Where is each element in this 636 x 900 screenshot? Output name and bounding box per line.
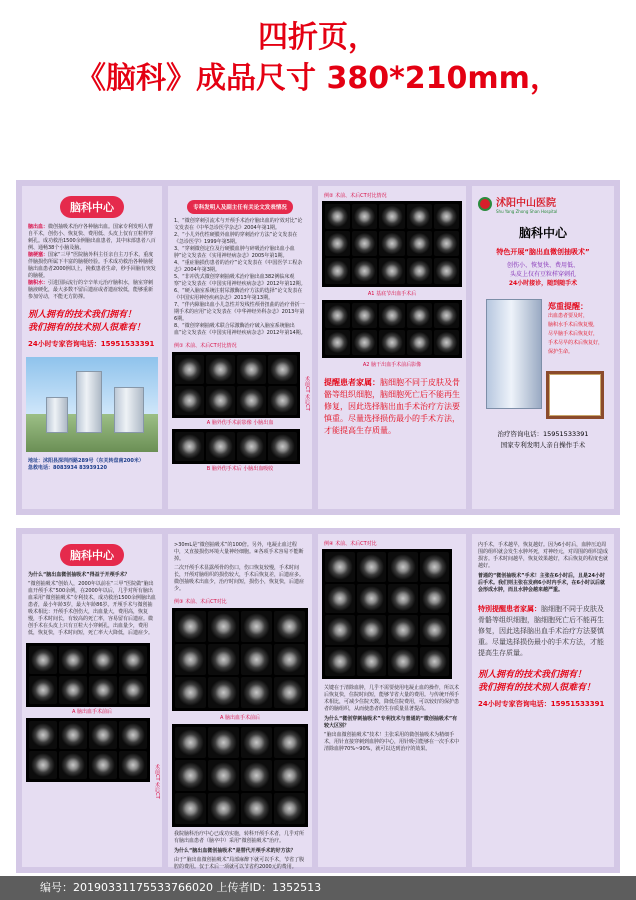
ct-scan-image <box>89 676 117 704</box>
ct-scan-image <box>407 303 432 328</box>
ct-scan-image <box>119 751 147 779</box>
back-panel-2 <box>168 534 312 870</box>
body-text-2: “脑出血微创抽吸术”技术！主张采用的微创抽吸术为精细手术，用针直接穿刺到血肿的中心，用针吸引能够在一次手术中清除血肿70%~90%，就可以达到治疗的效果。 <box>324 732 460 752</box>
emergency-phone: 急救电话：8083934 83939120 <box>28 465 107 471</box>
ct-scan-image <box>434 258 459 283</box>
ct-scan-image <box>388 552 418 582</box>
ct-scan-image <box>241 677 272 708</box>
ct-scan-image <box>268 355 297 384</box>
ct-scan-image <box>325 552 355 582</box>
ct-grid-i <box>322 549 452 679</box>
ct-scan-image <box>357 552 387 582</box>
ct-scan-image <box>325 204 350 229</box>
ct-scan-image <box>420 615 450 645</box>
panel-title: 脑科中心 <box>60 196 124 218</box>
intro-text: 脑出血：微创抽吸术治疗各种脑出血。国家专利发明人曹自平术，创伤小、恢复快、费用低、头皮上仅有豆粒样穿刺孔。成功救治1500余例脑出血患者，其中床部患者八百例、通畅38个小脑及脑。 脑梗塞：国家“三甲”医院脑外科主任亲自主刀手术，重度伴脑损伤所属下丰富的脑梗经验。手术成功救治各种脑梗脑出血患者2000例以上，挽救患者生命，秒手回脑有突发的脑梗。 脑积水：引进国际流行的辛辛单元治疗脑积水，脑室穿刺脑液硬化，最大多数不留后遗症或者遗症较低，能够重新参加劳动，不能无方防撑。 <box>28 224 156 300</box>
hospital-logo-icon <box>478 197 492 211</box>
ct-scan-image <box>325 647 355 677</box>
ct-scan-image <box>89 751 117 779</box>
ct-scan-image <box>325 231 350 256</box>
ct-scan-image <box>119 676 147 704</box>
ct-scan-image <box>175 386 204 415</box>
papers-title: 专科发明人及副主任有关论文发表情况 <box>187 200 293 214</box>
paper-item: 7、“伴内障脑出血小儿急性并发线性颅骨扭曲的治疗骨折一期手术的应用”论文发表在《中华神经外科杂志》2013年第6期。 <box>174 302 305 322</box>
ct-scan-image <box>379 231 404 256</box>
ct-grid-h <box>172 724 308 827</box>
ct-scan-image <box>206 432 235 461</box>
front-panel-2 <box>168 186 312 509</box>
tips-box: 郑重提醒： 出血患者要及时， 脑积水手术后恢复慢， 尽早脑手术后恢复好， 手术尽早的术后恢复好， 保护生命。 <box>548 301 610 357</box>
ct-scan-image <box>407 330 432 355</box>
paper-item: 4、“重症脑损伤患者的治疗”论文发表在《中国医学工程杂志》2004年第3期。 <box>174 260 303 273</box>
ct-scan-image <box>29 646 57 674</box>
hero-section <box>472 261 614 431</box>
ct-scan-image <box>208 793 239 824</box>
body-question: 二次开颅手术显露颅骨的伤口，伤口恢复较慢，手术时间长，开颅对脑组织的损伤较大，手术后恢复差，后遗症多。微创抽吸术出血少，治疗时间短，损伤小，恢复快，后遗症少。 <box>174 565 305 592</box>
ct-scan-image <box>29 676 57 704</box>
ct-scan-image <box>325 330 350 355</box>
ct-scan-image <box>420 552 450 582</box>
body-text: 关键在于清除血肿，几乎不需要使用电凝止血的操作，所以术后恢复快，住院时间短，能够节省大量的费用。与传统开颅手术相比，可减少住院天数，降低住院费用，可以较好的保护患者的脑组织，从而使患者的生存质量显著提高。 <box>324 685 460 712</box>
patent-certificate <box>546 371 604 419</box>
ct-scan-image <box>325 258 350 283</box>
question: 为什么“微创穿刺抽吸术”专利技术与普通的“微创抽吸术”有较大区别？ <box>324 716 458 729</box>
back-panel-1 <box>22 534 162 867</box>
ct-scan-image <box>352 303 377 328</box>
back-panel-4 <box>472 534 614 867</box>
consult-phone: 治疗咨询电话：15951533391 <box>497 430 589 438</box>
ct-scan-image <box>357 584 387 614</box>
ct-scan-image <box>59 721 87 749</box>
paper-item: 3、“穿刺微创定位及行硬膜血肿与碎吸治疗脑出血小血肿”论文发表在《实用神经病杂志》2005年第1期。 <box>174 246 295 259</box>
tip-item: 手术尽早的术后恢复好， <box>548 340 604 346</box>
ct-scan-image <box>352 231 377 256</box>
hospital-building-photo <box>26 357 158 452</box>
ct-caption-a2: A2 脑干出血手术前后影像 <box>362 362 422 369</box>
ct-scan-image <box>119 646 147 674</box>
ct-scan-image <box>59 751 87 779</box>
body-end: 由于“脑出血微创抽吸术”局部麻醉下就可以手术，节省了腹腔的费用。仅于术后一项就可以节省约2000元的费用。 <box>174 857 305 870</box>
ct-scan-image <box>407 204 432 229</box>
panel-title: 脑科中心 <box>60 544 124 566</box>
ct-scan-image <box>241 611 272 642</box>
patent-note: 国家专利发明人亲自操作手术 <box>500 441 586 449</box>
ct-scan-image <box>379 330 404 355</box>
ct-scan-image <box>274 611 305 642</box>
feature-bullets: 创伤小、恢复快、费用低、 头皮上仅有豆粒样穿刺孔 24小时接诊，随到随手术 <box>506 262 579 287</box>
ct-scan-image <box>357 647 387 677</box>
question: 为什么“脑出血微创抽吸术”得益于开颅手术？ <box>28 572 130 578</box>
ct-scan-image <box>274 727 305 758</box>
ct-scan-image <box>274 644 305 675</box>
brochure-back-sheet <box>16 528 620 873</box>
ct-caption-a: A 脑外伤手术前影像 小脑出血 <box>206 420 274 426</box>
front-panel-4 <box>472 186 614 509</box>
ct-scan-image <box>241 727 272 758</box>
tip-item: 出血患者要及时， <box>548 313 589 319</box>
body-text: 内手术，手术越早，恢复越好。因为6小时后，血肿压迫周围的组织就会发生水肿坏死，对神经元，对周围的组织造成损害。手术时间越早，恢复效果越好，术后恢复的程度也就越好。 <box>478 542 609 569</box>
paper-item: 2、“小儿外伤性硬膜外血肿的穿刺治疗方法”论文发表在《急诊医学》1999年第5期。 <box>174 232 298 245</box>
ct-scan-image <box>352 330 377 355</box>
ct-scan-image <box>434 303 459 328</box>
ct-caption-a1: A1 基底节出血手术后 <box>367 290 417 297</box>
ct-scan-image <box>237 355 266 384</box>
ct-scan-image <box>237 386 266 415</box>
ct-scan-image <box>388 584 418 614</box>
ct-scan-image <box>420 584 450 614</box>
tip-item: 尽早脑手术后恢复好， <box>548 331 599 337</box>
paper-item: 6、“硬入脑室系统注射尿激酶治疗方法的选择”论文发表在《中国实用神经疾病杂志》2013年第13期。 <box>174 288 303 301</box>
ct-grid-b <box>172 429 300 464</box>
ct-scan-image <box>379 258 404 283</box>
ct-scan-image <box>325 303 350 328</box>
ct-scan-image <box>420 647 450 677</box>
ct-scan-image <box>274 760 305 791</box>
ct-scan-image <box>241 760 272 791</box>
family-warning: 特别提醒患者家属：脑细胞不同于皮肤及骨骼等组织细胞，脑细胞死亡后不能再生修复，因此选择脑出血手术治疗方法要慎重。尽量选择损伤最小的手术方法，才能提高生存质量。 <box>478 605 604 657</box>
ct-scan-image <box>208 727 239 758</box>
ct-scan-image <box>352 204 377 229</box>
ct-scan-image <box>89 646 117 674</box>
brochure-front-sheet <box>16 180 620 515</box>
ct-scan-image <box>274 677 305 708</box>
ct-scan-image <box>119 721 147 749</box>
ct-scan-image <box>29 751 57 779</box>
body-top: >30mL是“微创抽吸术”的100倍。另外，电凝止血过程中，又直接损伤环境大量神经细胞。④各项手术容易不能断掉。 <box>174 542 304 562</box>
ct-title: 例④ 术前、术后CT对比 <box>324 541 377 547</box>
hospital-tower-image <box>486 299 542 409</box>
feature-line: 特色开展“脑出血微创抽吸术” <box>496 248 590 256</box>
paper-item: 1、“微创穿刺引流术与开颅手术治疗脑出血的疗效对比”论文发表在《中华急诊医学杂志》2004年第1期。 <box>174 218 303 231</box>
heading-line-2: 《脑科》成品尺寸 380*210mm， <box>76 61 560 96</box>
ct-scan-image <box>325 584 355 614</box>
paper-item: 8、“微创穿刺抽吸术联合尿激酶治疗破入脑室系统脑出血”论文发表在《中国实用神经疾病杂志》2012年第14期。 <box>174 323 306 336</box>
ct-scan-image <box>241 793 272 824</box>
ct-scan-image <box>268 432 297 461</box>
ct-scan-image <box>357 615 387 645</box>
ct-scan-image <box>388 615 418 645</box>
ct-scan-image <box>175 677 206 708</box>
ct-scan-image <box>175 432 204 461</box>
ct-grid-g <box>172 608 308 711</box>
ct-title: 例③ 术前、术后CT对比 <box>174 599 227 605</box>
ct-scan-image <box>407 258 432 283</box>
ct-scan-image <box>206 386 235 415</box>
ct-scan-image <box>268 386 297 415</box>
slogan: 别人拥有的技术我们拥有！ 我们拥有的技术别人很难有！ <box>478 670 596 693</box>
slogan: 别人拥有的技术我们拥有！ 我们拥有的技术别人很难有！ <box>28 310 146 333</box>
ct-scan-image <box>175 644 206 675</box>
heading-line-1: 四折页， <box>258 20 378 55</box>
side-label: 术前CT 术后CT <box>304 376 310 411</box>
paper-item: 5、“非冲洗式微创穿刺抽吸术治疗脑出血382例临床观察”论文发表在《中国实用神经疾病杂志》2012年第12期。 <box>174 274 306 287</box>
ct-scan-image <box>175 355 204 384</box>
ct-scan-image <box>175 611 206 642</box>
ct-scan-image <box>208 611 239 642</box>
ct-scan-image <box>208 760 239 791</box>
ct-grid-e <box>26 643 150 707</box>
ct-scan-image <box>434 204 459 229</box>
ct-caption: A 脑出血手术前后 <box>219 715 260 721</box>
ct-grid-d <box>322 300 462 358</box>
ct-scan-image <box>208 677 239 708</box>
papers-list <box>168 218 312 337</box>
ct-scan-image <box>388 647 418 677</box>
front-panel-1 <box>22 186 162 509</box>
ct-caption: 例① 术前、术后CT对比情况 <box>174 343 237 349</box>
ct-scan-image <box>241 644 272 675</box>
center-title: 脑科中心 <box>518 226 567 240</box>
ct-scan-image <box>29 721 57 749</box>
ct-grid-c <box>322 201 462 287</box>
ct-scan-image <box>352 258 377 283</box>
page-heading <box>0 18 636 100</box>
address: 地址：沭阳县深圳西路289号（东关转盘南200米） <box>28 458 144 464</box>
ct-scan-image <box>274 793 305 824</box>
ct-title: 例② 术前、术后CT对比情况 <box>324 193 387 199</box>
question-2: 为什么“脑出血微创抽吸术”是替代开颅手术的好方法？ <box>174 848 296 854</box>
ct-scan-image <box>175 760 206 791</box>
ct-scan-image <box>59 676 87 704</box>
ct-scan-image <box>237 432 266 461</box>
ct-scan-image <box>175 727 206 758</box>
ct-grid-f <box>26 718 150 782</box>
family-warning: 提醒患者家属：脑细胞不同于皮肤及骨骼等组织细胞，脑细胞死亡后不能再生修复，因此选择脑出血手术治疗方法要慎重。尽量选择损伤最小的手术方法，才能提高生存质量。 <box>324 378 460 436</box>
back-panel-3 <box>318 534 466 867</box>
body-bottom: 我院脑科治疗中心已成功实施，转科开颅手术者，几乎对所有脑出血患者（脑卒中）采用“微创抽吸术”治疗。 <box>174 831 305 844</box>
question: 普通的“微创抽吸术”手术！主张在6小时后，且是24小时后手术。我们则主张在发病6小时内手术，在6小时以后就会形成水肿，而且水肿会越来越严重。 <box>478 573 606 593</box>
ct-grid-a <box>172 352 300 418</box>
side-label: 术前CT 术后CT <box>154 764 160 799</box>
ct-caption: A 脑出血手术前后 <box>71 709 112 715</box>
hotline: 24小时专家咨询电话：15951533391 <box>478 700 605 708</box>
ct-caption-b: B 脑外伤手术后 小脑出血吸收 <box>206 466 274 472</box>
ct-scan-image <box>407 231 432 256</box>
ct-scan-image <box>434 330 459 355</box>
ct-scan-image <box>206 355 235 384</box>
tip-item: 保护生命。 <box>548 349 574 355</box>
ct-scan-image <box>59 646 87 674</box>
ct-scan-image <box>325 615 355 645</box>
ct-scan-image <box>175 793 206 824</box>
ct-scan-image <box>434 231 459 256</box>
ct-scan-image <box>89 721 117 749</box>
ct-scan-image <box>208 644 239 675</box>
watermark-bar: 编号：20190331175533766020 上传者ID：1352513 <box>0 876 636 900</box>
body-text: “微创抽吸术”创始人，2000年以前在“三甲”医院做“脑出血开颅手术”500余例，在2000年以后，几乎对所有脑出血采用“微创抽吸术”专利技术，成功救治1500余例脑出血患者，最小年龄3岁，最大年龄86岁。开颅手术与微创抽吸术相比：开颅手术创伤大，出血量大，费用高，恢复慢，手术时间长，有较高的死亡率，容易留有后遗症。微创手术在头皮上只有豆粒大小穿刺孔，出血量少，费用低，恢复快，手术时间短，死亡率大大降低，后遗症少。 <box>28 581 156 636</box>
tip-item: 脑积水手术后恢复慢， <box>548 322 599 328</box>
hospital-logo: 沭阳中山医院 Shu Yang Zhong Shan Hospital <box>472 186 614 214</box>
hotline: 24小时专家咨询电话：15951533391 <box>28 340 155 348</box>
front-panel-3 <box>318 186 466 509</box>
ct-scan-image <box>379 204 404 229</box>
ct-scan-image <box>379 303 404 328</box>
